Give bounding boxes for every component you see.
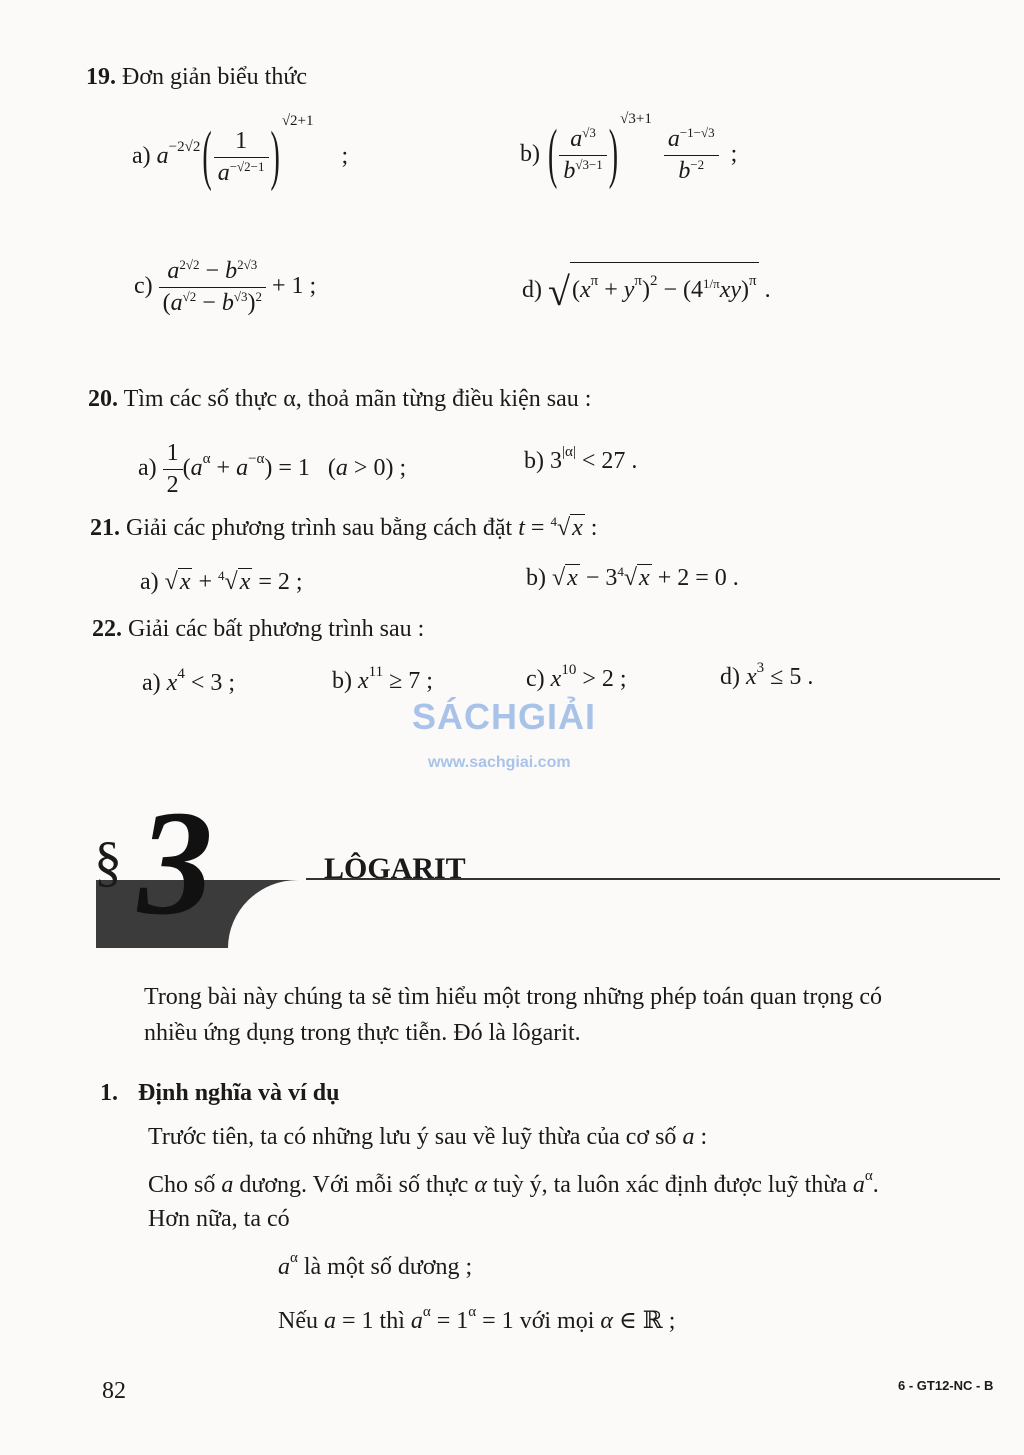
item-label: a): [142, 670, 161, 696]
body-line-1: Trước tiên, ta có những lưu ý sau về luỹ thừa của cơ số a :: [148, 1124, 708, 1150]
exercise-19d: d) $√(x^\pi + y^\pi)^2 - (4^{1/\pi}xy)^\pi$ .: [522, 262, 771, 315]
exercise-number: 20.: [88, 386, 118, 412]
exercise-21-heading: 21. Giải các phương trình sau bằng cách đặt t = $^4$√x :: [90, 514, 598, 541]
exercise-number: 19.: [86, 64, 116, 90]
book-code: 6 - GT12-NC - B: [898, 1378, 994, 1393]
item-label: a): [138, 455, 157, 482]
section-title: LÔGARIT: [324, 852, 466, 885]
exercise-22-heading: [92, 616, 424, 643]
watermark-logo: SÁCHGIẢI: [412, 696, 597, 737]
section-number: 3: [138, 780, 213, 946]
body-item-1: $a^\alpha$ là một số dương ;: [278, 1250, 473, 1280]
item-label: a): [140, 569, 159, 595]
body-text: với mọi: [519, 1308, 595, 1334]
page-number: 82: [102, 1378, 126, 1404]
exercise-21a: a) √x + $^4$√x = 2 ;: [140, 568, 303, 595]
item-label: b): [332, 668, 352, 694]
exercise-20-heading: [88, 386, 591, 413]
subsection-title: Định nghĩa và ví dụ: [138, 1080, 340, 1106]
body-text: tuỳ ý, ta luôn xác định được luỹ thừa: [492, 1172, 847, 1198]
exercise-title: Tìm các số thực α, thoả mãn từng điều kiện sau :: [123, 386, 592, 412]
body-line-2: Cho số a dương. Với mỗi số thực α tuỳ ý, ta luôn xác định được luỹ thừa $a^\alpha$.: [148, 1168, 879, 1198]
exercise-19c: c) $\frac{a^{2√2} - b^{2√3}}{(a^{√2} - b^{√3})^2}$ + 1 ;: [134, 257, 317, 316]
body-text: là một số dương ;: [303, 1254, 473, 1280]
exercise-19b: b) ( $\frac{a^{√3}}{b^{√3-1}}$ ) $^{√3+1}$ $\frac{a^{-1-√3}}{b^{-2}}$ ;: [520, 111, 738, 192]
exercise-title: Giải các phương trình sau bằng cách đặt: [126, 515, 513, 541]
exercise-title: Đơn giản biểu thức: [122, 64, 307, 90]
item-label: c): [526, 666, 545, 692]
exercise-title: Giải các bất phương trình sau :: [128, 616, 425, 642]
body-line-3: Hơn nữa, ta có: [148, 1206, 290, 1232]
item-label: d): [522, 277, 542, 303]
item-label: b): [520, 141, 540, 168]
item-label: c): [134, 273, 153, 300]
body-text: Cho số: [148, 1172, 216, 1198]
exercise-22a: a) $x^4 < 3$ ;: [142, 666, 236, 696]
intro-line-1: Trong bài này chúng ta sẽ tìm hiểu một trong những phép toán quan trọng có: [144, 984, 883, 1010]
body-text: Nếu: [278, 1308, 318, 1334]
body-text: thì: [379, 1308, 405, 1334]
exercise-21b: b) $√x - 3^4√x + 2 = 0$ .: [526, 564, 739, 591]
exercise-19-heading: [86, 64, 307, 91]
exercise-number: 22.: [92, 616, 122, 642]
body-item-2: Nếu a = 1 thì $a^\alpha = 1^\alpha = 1$ với mọi α ∈ ℝ ;: [278, 1304, 676, 1334]
body-text: dương. Với mỗi số thực: [239, 1172, 469, 1198]
item-label: b): [526, 565, 546, 591]
exercise-20a: a) $\frac{1}{2}$ $(a^\alpha + a^{-\alpha}) = 1$ (a > 0) ;: [138, 440, 407, 498]
watermark-url: www.sachgiai.com: [428, 754, 571, 771]
item-label: b): [524, 448, 544, 474]
exercise-20b: b) $3^{|\alpha|} < 27$ .: [524, 444, 638, 474]
exercise-19a: a) $a^{-2√2}$( $\frac{1}{a^{-√2-1}}$ ) $^{√2+1}$ ;: [132, 113, 349, 194]
subsection-heading: [100, 1080, 339, 1107]
exercise-22b: b) $x^{11} \ge 7$ ;: [332, 664, 433, 694]
body-text: Trước tiên, ta có những lưu ý sau về luỹ thừa của cơ số: [148, 1124, 677, 1150]
subsection-number: 1.: [100, 1080, 118, 1106]
item-label: a): [132, 143, 151, 170]
item-label: d): [720, 664, 740, 690]
intro-line-2: nhiều ứng dụng trong thực tiễn. Đó là lôgarit.: [144, 1020, 581, 1046]
exercise-22d: d) $x^3 \le 5$ .: [720, 660, 814, 690]
section-mark: §: [94, 831, 122, 893]
exercise-22c: c) $x^{10} > 2$ ;: [526, 662, 627, 692]
exercise-number: 21.: [90, 515, 120, 541]
